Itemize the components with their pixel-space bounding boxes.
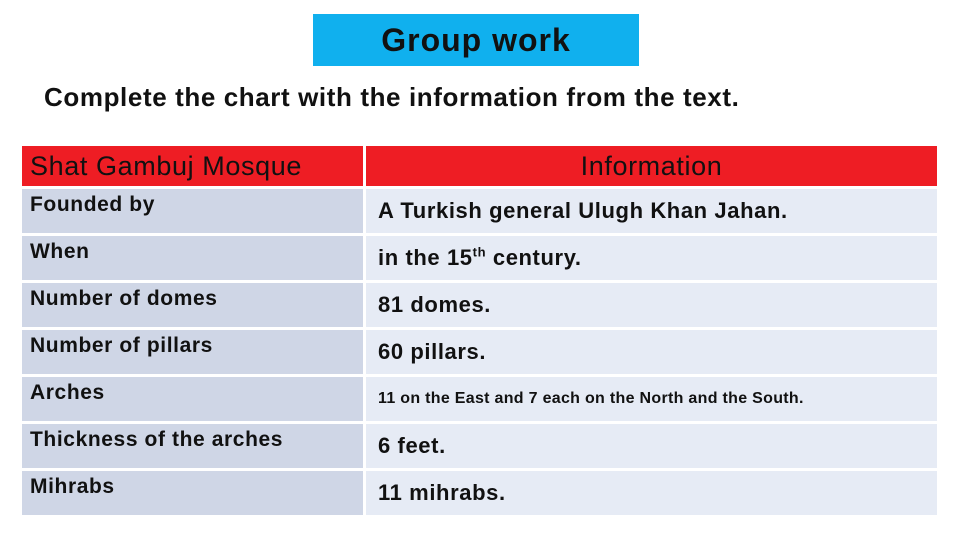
header-subject: Shat Gambuj Mosque: [22, 146, 363, 186]
row-label: Mihrabs: [22, 471, 363, 515]
row-label: When: [22, 236, 363, 280]
table-header-row: [22, 146, 937, 186]
row-value: 81 domes.: [363, 283, 937, 327]
title-banner: [313, 14, 639, 66]
row-label: Number of pillars: [22, 330, 363, 374]
table-row: [22, 471, 937, 515]
row-label: Thickness of the arches: [22, 424, 363, 468]
instruction-text: Complete the chart with the information from the text.: [44, 82, 740, 112]
table-row: [22, 189, 937, 233]
row-label: Arches: [22, 377, 363, 421]
table-row: [22, 330, 937, 374]
row-value: [363, 236, 937, 280]
row-value: A Turkish general Ulugh Khan Jahan.: [363, 189, 937, 233]
value-suffix: century.: [486, 245, 582, 270]
row-value: 60 pillars.: [363, 330, 937, 374]
row-value: 6 feet.: [363, 424, 937, 468]
table-row: [22, 377, 937, 421]
row-label: Number of domes: [22, 283, 363, 327]
info-table: [22, 143, 937, 518]
table-row: [22, 283, 937, 327]
row-label: Founded by: [22, 189, 363, 233]
row-value: 11 on the East and 7 each on the North and the South.: [363, 377, 937, 421]
slide-title: Group work: [381, 21, 571, 58]
value-superscript: th: [472, 244, 487, 260]
value-prefix: in the 15: [378, 245, 473, 270]
table-row: [22, 424, 937, 468]
row-value: 11 mihrabs.: [363, 471, 937, 515]
table-row: [22, 236, 937, 280]
header-information: Information: [363, 146, 937, 186]
